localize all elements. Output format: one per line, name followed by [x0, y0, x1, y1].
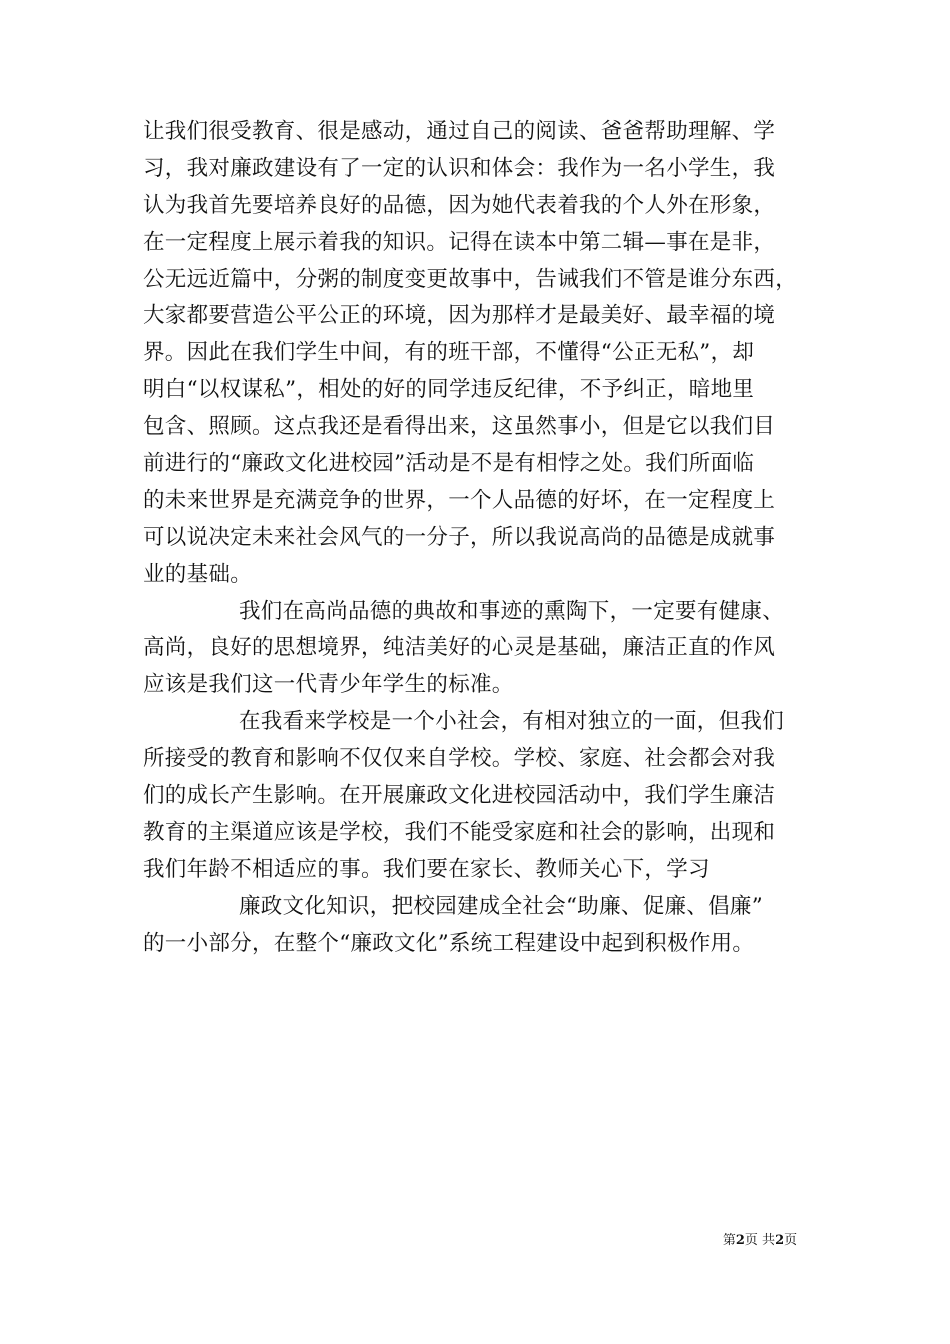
text-line: 的一小部分，在整个“廉政文化”系统工程建设中起到积极作用。 — [143, 930, 755, 956]
text-line: 业的基础。 — [143, 561, 253, 587]
text-line: 的未来世界是充满竞争的世界，一个人品德的好坏，在一定程度上 — [143, 487, 776, 513]
text-line: 们的成长产生影响。在开展廉政文化进校园活动中，我们学生廉洁 — [143, 783, 776, 809]
text-line: 认为我首先要培养良好的品德，因为她代表着我的个人外在形象， — [143, 192, 776, 218]
paragraph-start-line: 廉政文化知识，把校园建成全社会“助廉、促廉、倡廉” — [239, 893, 763, 919]
text-line: 应该是我们这一代青少年学生的标准。 — [143, 672, 514, 698]
text-line: 教育的主渠道应该是学校，我们不能受家庭和社会的影响，出现和 — [143, 819, 776, 845]
current-page-number: 2 — [735, 1233, 745, 1248]
text-line: 所接受的教育和影响不仅仅来自学校。学校、家庭、社会都会对我 — [143, 746, 776, 772]
body-text — [143, 114, 833, 962]
total-page-number: 2 — [775, 1233, 785, 1248]
text-line: 公无远近篇中，分粥的制度变更故事中，告诫我们不管是谁分东西， — [143, 266, 798, 292]
footer-prefix: 第 — [722, 1233, 736, 1248]
paragraph-start-line: 在我看来学校是一个小社会，有相对独立的一面，但我们 — [239, 709, 785, 735]
text-line: 包含、照顾。这点我还是看得出来，这虽然事小，但是它以我们目 — [143, 414, 776, 440]
footer-suffix: 页 — [784, 1233, 798, 1248]
text-line: 在一定程度上展示着我的知识。记得在读本中第二辑—事在是非， — [143, 229, 776, 255]
text-line: 习，我对廉政建设有了一定的认识和体会：我作为一名小学生，我 — [143, 155, 776, 181]
paragraph-start-line: 我们在高尚品德的典故和事迹的熏陶下，一定要有健康、 — [239, 598, 785, 624]
text-line: 让我们很受教育、很是感动，通过自己的阅读、爸爸帮助理解、学 — [143, 119, 776, 144]
text-line: 明白“以权谋私”，相处的好的同学违反纪律，不予纠正，暗地里 — [143, 377, 755, 403]
footer-middle: 页 共 — [744, 1233, 776, 1248]
text-line: 高尚，良好的思想境界，纯洁美好的心灵是基础，廉洁正直的作风 — [143, 635, 776, 661]
text-line: 界。因此在我们学生中间，有的班干部，不懂得“公正无私”，却 — [143, 340, 755, 366]
text-line: 可以说决定未来社会风气的一分子，所以我说高尚的品德是成就事 — [143, 524, 776, 550]
text-line: 我们年龄不相适应的事。我们要在家长、教师关心下，学习 — [143, 856, 710, 882]
text-line: 大家都要营造公平公正的环境，因为那样才是最美好、最幸福的境 — [143, 303, 776, 329]
text-line: 前进行的“廉政文化进校园”活动是不是有相悖之处。我们所面临 — [143, 451, 755, 477]
page-footer — [700, 1232, 820, 1250]
